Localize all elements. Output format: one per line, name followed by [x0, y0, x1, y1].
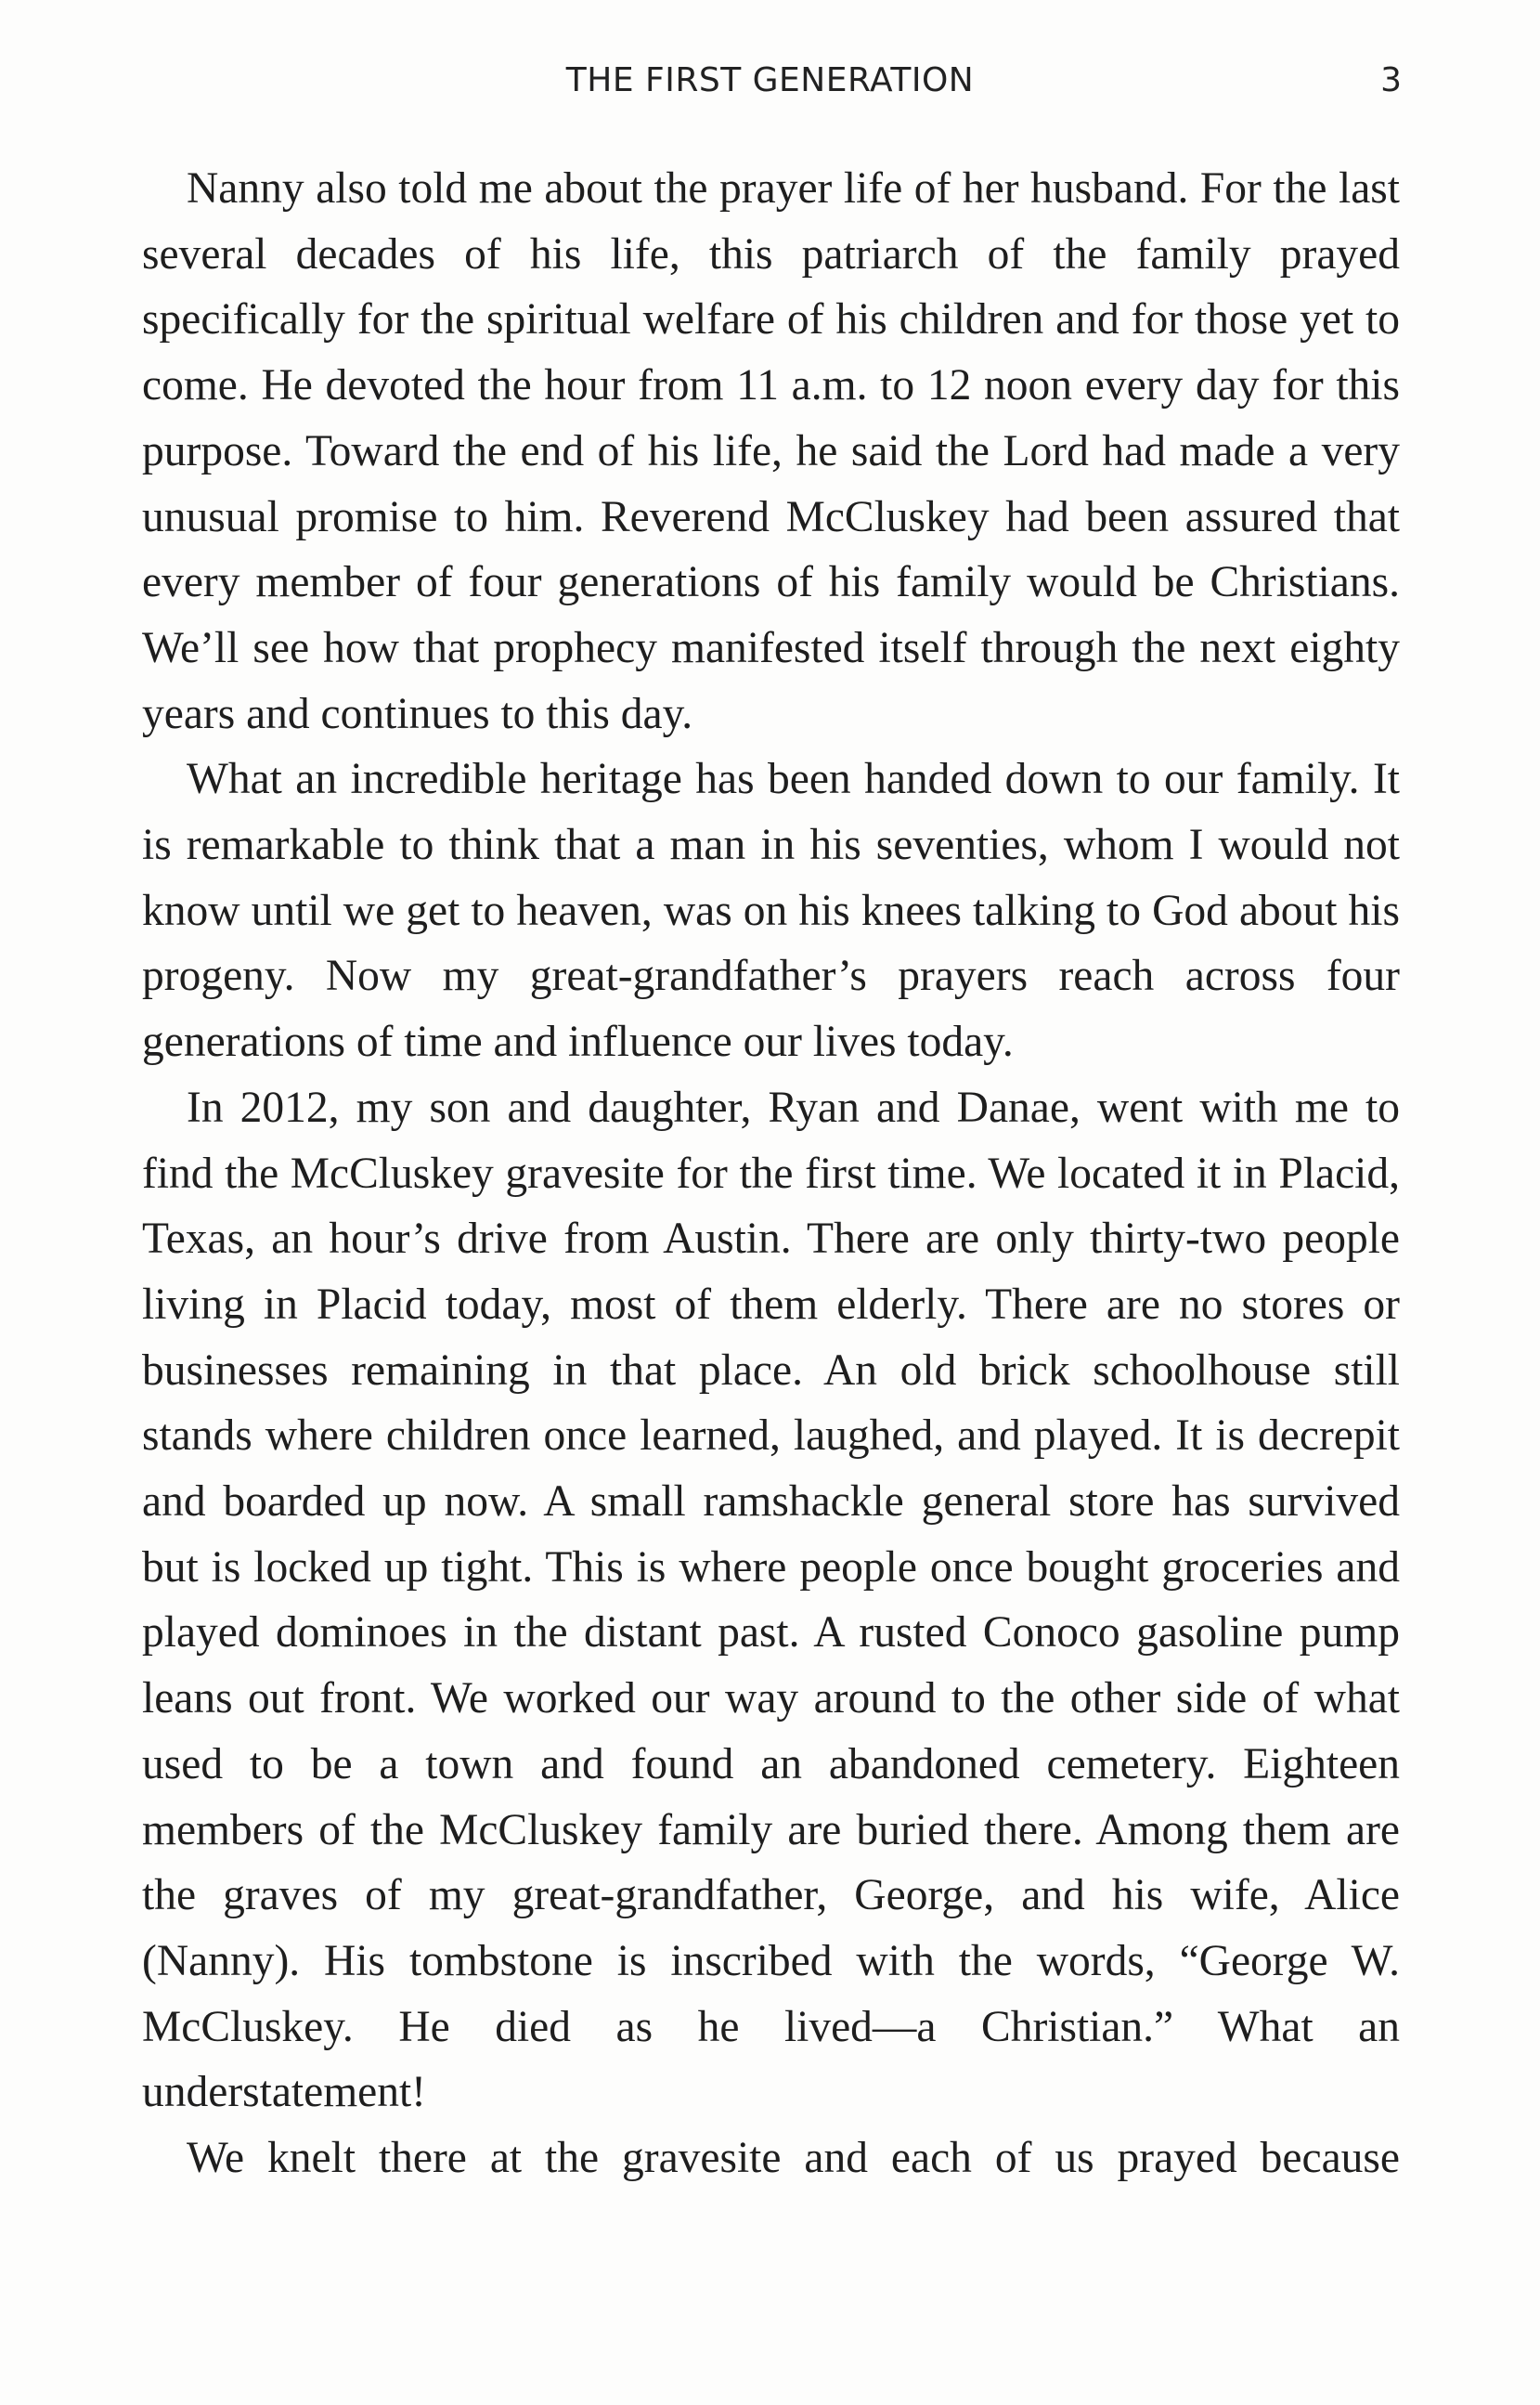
running-title: THE FIRST GENERATION	[565, 61, 975, 99]
page-number: 3	[1380, 61, 1402, 99]
paragraph-prayer-life: Nanny also told me about the prayer life of her husband. For the last several decades of his life, this patriarch of the family prayed specifically for the spiritual welfare of his children and for those yet to come. He devoted the hour from 11 a.m. to 12 noon every day for this purpose. Toward the end of his life, he said the Lord had made a very unusual promise to him. Reverend McCluskey had been assured that every member of four generations of his family would be Christians. We’ll see how that prophecy manifested itself through the next eighty years and continues to this day.	[142, 164, 1400, 738]
paragraph-heritage: What an incredible heritage has been handed down to our family. It is remarkable to think that a man in his seventies, whom I would not know until we get to heaven, was on his knees talking to God about his progeny. Now my great-grandfather’s prayers reach across four generations of time and influence our lives today.	[142, 755, 1400, 1067]
body-text	[142, 156, 1400, 2191]
paragraph-gravesite-visit: In 2012, my son and daughter, Ryan and Danae, went with me to find the McCluskey gravesite for the first time. We located it in Placid, Texas, an hour’s drive from Austin. There are only thirty-two people living in Placid today, most of them elderly. There are no stores or businesses remaining in that place. An old brick schoolhouse still stands where children once learned, laughed, and played. It is decrepit and boarded up now. A small ramshackle general store has survived but is locked up tight. This is where people once bought groceries and played dominoes in the distant past. A rusted Conoco gasoline pump leans out front. We worked our way around to the other side of what used to be a town and found an abandoned cemetery. Eighteen members of the McCluskey family are buried there. Among them are the graves of my great-grandfather, George, and his wife, Alice (Nanny). His tombstone is inscribed with the words, “George W. McCluskey. He died as he lived—a Christian.” What an understatement!	[142, 1083, 1400, 2117]
paragraph-knelt: We knelt there at the gravesite and each of us prayed because	[187, 2134, 1400, 2183]
running-head	[0, 61, 1540, 108]
